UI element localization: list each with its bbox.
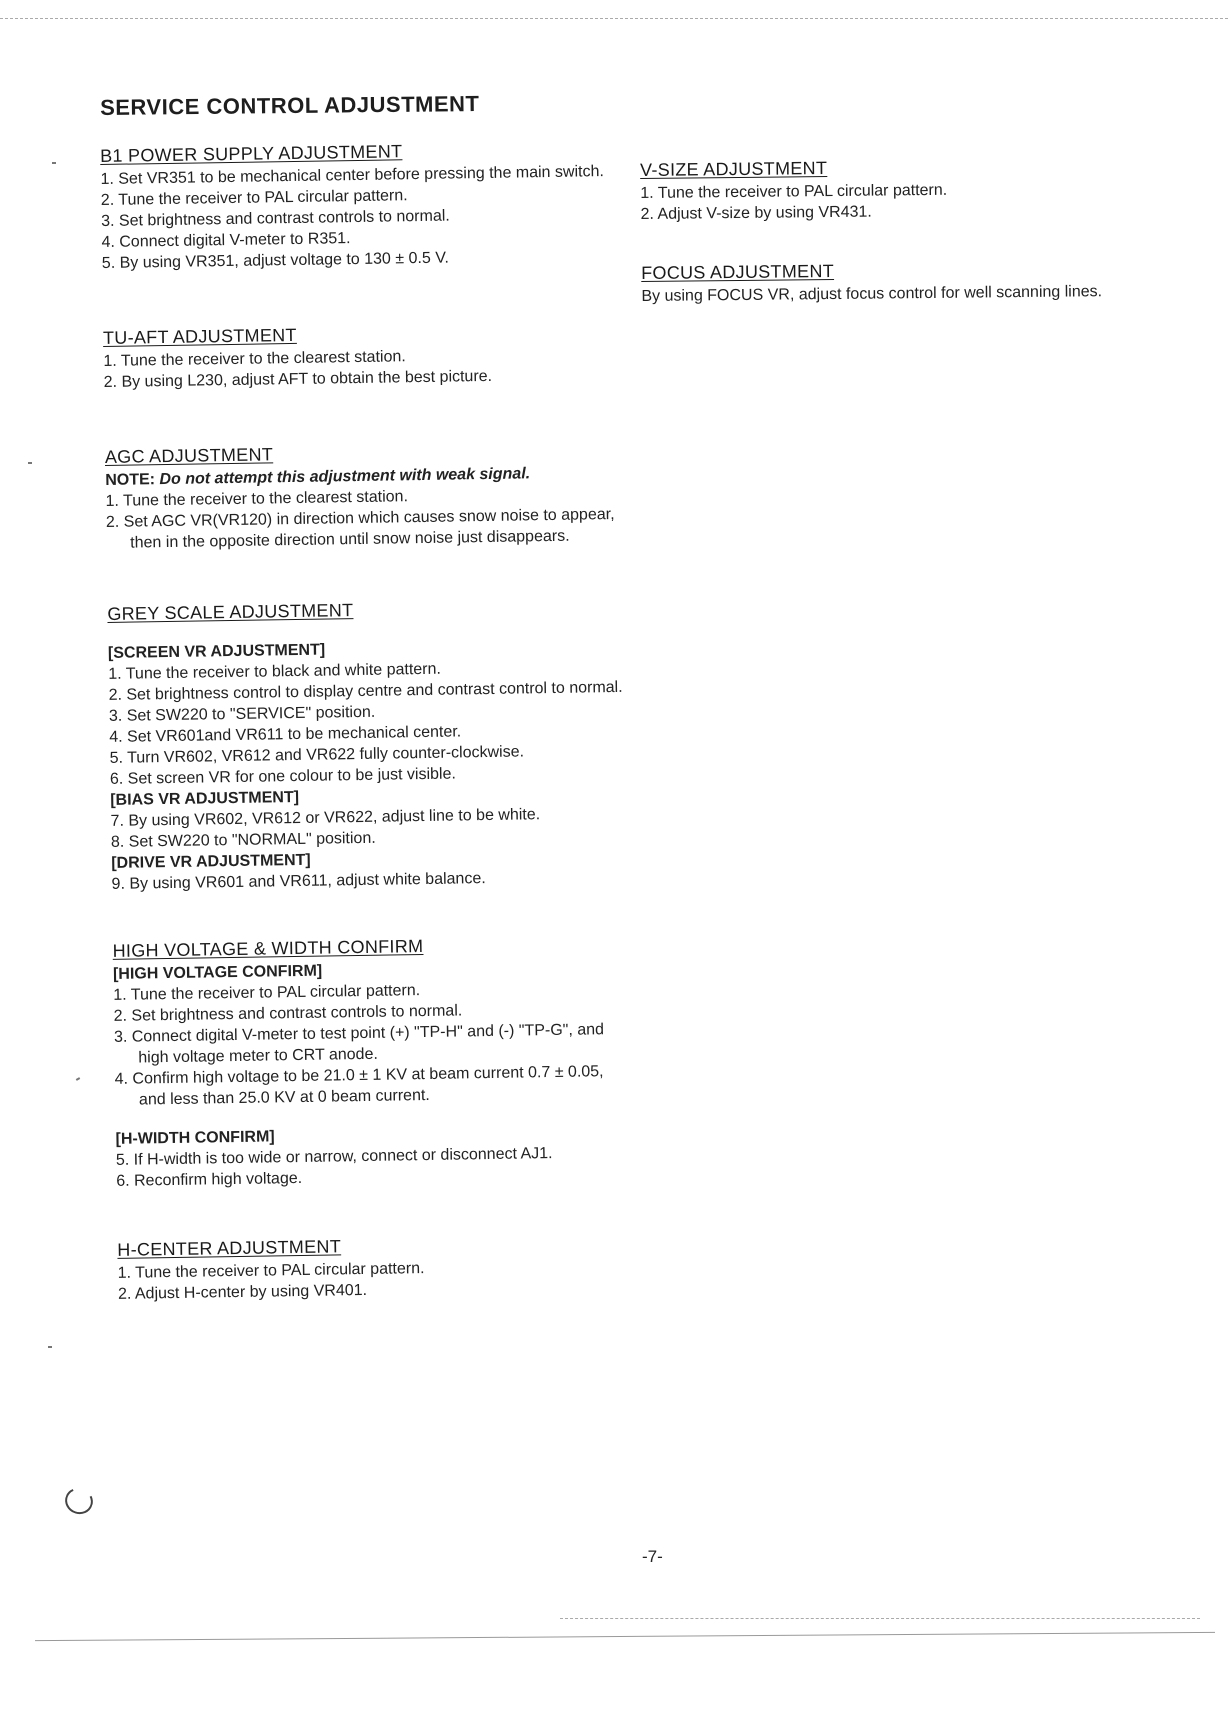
step: 4. Connect digital V-meter to R351. <box>101 230 351 251</box>
sub-heading-high-voltage: [HIGH VOLTAGE CONFIRM] <box>112 962 323 983</box>
bottom-edge-line-2 <box>560 1618 1200 1619</box>
section-heading: H-CENTER ADJUSTMENT <box>117 1236 342 1260</box>
step: 6. Set screen VR for one colour to be just visible. <box>109 765 456 788</box>
step: 2. Adjust V-size by using VR431. <box>640 203 872 223</box>
step: 2. Adjust H-center by using VR401. <box>117 1281 368 1303</box>
left-column <box>100 138 638 1305</box>
page-number: -7- <box>642 1547 663 1566</box>
section-tu-aft <box>103 320 624 393</box>
section-heading: GREY SCALE ADJUSTMENT <box>107 600 354 624</box>
scan-speck <box>28 462 32 464</box>
step: 1. Tune the receiver to PAL circular pattern. <box>113 982 421 1004</box>
step: 1. Tune the receiver to the clearest station. <box>103 348 406 370</box>
steps-list <box>108 656 630 790</box>
punch-hole-mark <box>61 1484 96 1518</box>
bottom-edge-line <box>35 1632 1215 1641</box>
step: 3. Connect digital V-meter to test point (+) "TP-H" and (-) "TP-G", and high voltage meter to CRT anode. <box>113 1021 605 1067</box>
right-column <box>640 155 1152 307</box>
scan-speck <box>52 162 56 164</box>
step: 5. By using VR351, adjust voltage to 130 ± 0.5 V. <box>101 249 450 272</box>
section-heading: TU-AFT ADJUSTMENT <box>102 324 297 348</box>
steps-list <box>640 178 1150 225</box>
step: 2. Set brightness and contrast controls to normal. <box>113 1002 463 1025</box>
sub-heading-h-width: [H-WIDTH CONFIRM] <box>115 1128 275 1148</box>
section-high-voltage <box>112 933 636 1192</box>
steps-list <box>105 483 626 554</box>
scan-speck <box>48 1346 52 1348</box>
page-title: SERVICE CONTROL ADJUSTMENT <box>100 90 480 120</box>
step: 2. Set brightness control to display centre and contrast control to normal. <box>108 678 623 704</box>
sub-heading-bias-vr: [BIAS VR ADJUSTMENT] <box>110 788 300 809</box>
step: 5. If H-width is too wide or narrow, connect or disconnect AJ1. <box>115 1145 553 1169</box>
step: 4. Set VR601and VR611 to be mechanical center. <box>109 723 462 746</box>
note-label: NOTE: <box>105 471 156 489</box>
steps-list <box>116 1142 637 1192</box>
step: 8. Set SW220 to "NORMAL" position. <box>110 829 376 851</box>
step: 1. Set VR351 to be mechanical center before pressing the main switch. <box>100 163 604 188</box>
step: 3. Set brightness and contrast controls to normal. <box>101 207 450 230</box>
step: 1. Tune the receiver to PAL circular pattern. <box>117 1260 425 1282</box>
step: 2. Set AGC VR(VR120) in direction which causes snow noise to appear, then in the opposite direction until snow noise just disappears. <box>105 505 615 552</box>
step: 1. Tune the receiver to PAL circular pattern. <box>640 181 948 202</box>
sub-heading-drive-vr: [DRIVE VR ADJUSTMENT] <box>111 851 311 872</box>
step: 7. By using VR602, VR612 or VR622, adjust line to be white. <box>110 806 541 830</box>
step: 3. Set SW220 to "SERVICE" position. <box>108 703 376 725</box>
steps-list <box>100 161 622 274</box>
steps-list <box>118 1255 639 1305</box>
section-focus <box>641 258 1151 307</box>
sub-heading-screen-vr: [SCREEN VR ADJUSTMENT] <box>107 641 326 662</box>
section-heading: V-SIZE ADJUSTMENT <box>640 158 828 180</box>
scan-speck <box>76 1077 80 1081</box>
note-text: Do not attempt this adjustment with weak signal. <box>159 465 531 489</box>
section-b1-power-supply <box>100 138 622 274</box>
step: 1. Tune the receiver to black and white pattern. <box>108 660 442 683</box>
step: 4. Confirm high voltage to be 21.0 ± 1 KV at beam current 0.7 ± 0.05, and less than 25.0 KV at 0 beam current. <box>114 1063 604 1109</box>
section-heading: HIGH VOLTAGE & WIDTH CONFIRM <box>112 936 424 961</box>
section-heading: B1 POWER SUPPLY ADJUSTMENT <box>100 141 403 166</box>
step: 9. By using VR601 and VR611, adjust white balance. <box>111 870 486 893</box>
top-edge-line <box>0 18 1228 19</box>
step: 6. Reconfirm high voltage. <box>116 1169 303 1190</box>
step: 2. By using L230, adjust AFT to obtain the best picture. <box>103 367 493 391</box>
section-v-size <box>640 155 1151 225</box>
section-heading: AGC ADJUSTMENT <box>104 444 274 467</box>
steps-list <box>113 977 635 1111</box>
focus-paragraph: By using FOCUS VR, adjust focus control for well scanning lines. <box>641 283 1103 305</box>
step: 5. Turn VR602, VR612 and VR622 fully counter-clockwise. <box>109 743 525 767</box>
step: 1. Tune the receiver to the clearest station. <box>105 488 409 510</box>
section-grey-scale <box>107 596 632 895</box>
section-heading: FOCUS ADJUSTMENT <box>641 260 835 283</box>
step: 2. Tune the receiver to PAL circular pattern. <box>100 187 408 209</box>
steps-list <box>103 343 624 393</box>
section-agc <box>105 439 627 554</box>
section-h-center <box>117 1232 638 1305</box>
